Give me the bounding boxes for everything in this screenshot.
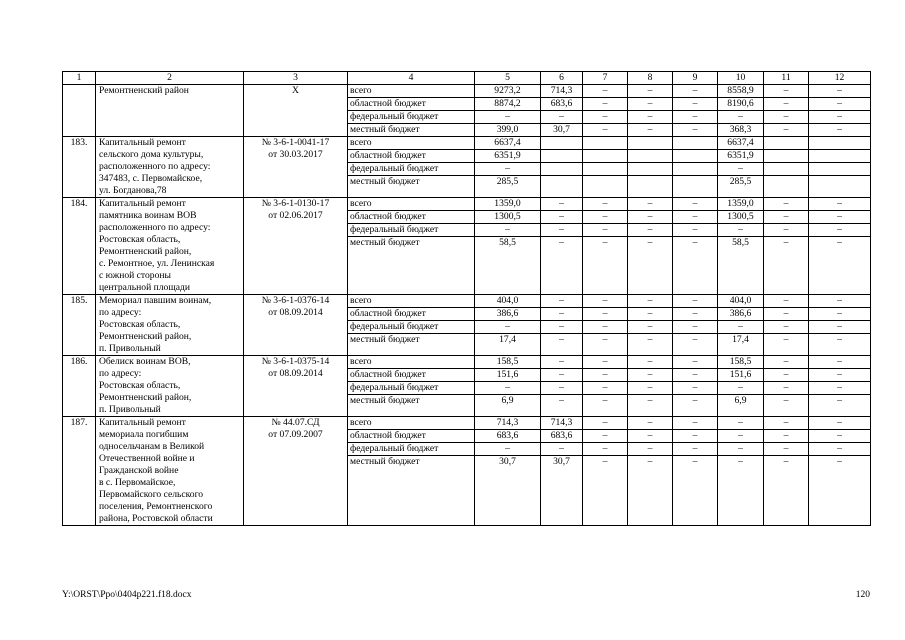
amount-cell: – (583, 124, 628, 137)
amount-cell: – (541, 334, 583, 356)
amount-cell: – (673, 211, 718, 224)
amount-cell: 404,0 (718, 295, 764, 308)
amount-cell: – (541, 295, 583, 308)
amount-cell (764, 150, 809, 163)
amount-cell: 386,6 (475, 308, 541, 321)
amount-cell: – (583, 356, 628, 369)
amount-cell: – (673, 417, 718, 430)
amount-cell: – (583, 111, 628, 124)
amount-cell: – (764, 98, 809, 111)
amount-cell: – (764, 395, 809, 417)
object-name: Ремонтненский район (96, 85, 244, 137)
funding-source: местный бюджет (348, 176, 475, 198)
amount-cell: 6,9 (475, 395, 541, 417)
amount-cell: 1300,5 (718, 211, 764, 224)
amount-cell: – (809, 124, 871, 137)
amount-cell: – (718, 417, 764, 430)
amount-cell: 158,5 (718, 356, 764, 369)
amount-cell: – (628, 224, 673, 237)
amount-cell: 404,0 (475, 295, 541, 308)
amount-cell (764, 176, 809, 198)
amount-cell: – (583, 198, 628, 211)
amount-cell: 58,5 (718, 237, 764, 295)
amount-cell: – (628, 98, 673, 111)
funding-source: федеральный бюджет (348, 443, 475, 456)
amount-cell: 8190,6 (718, 98, 764, 111)
amount-cell (764, 137, 809, 150)
amount-cell: – (583, 334, 628, 356)
amount-cell: – (628, 85, 673, 98)
amount-cell (809, 176, 871, 198)
amount-cell: – (809, 382, 871, 395)
funding-source: областной бюджет (348, 430, 475, 443)
funding-source: федеральный бюджет (348, 224, 475, 237)
funding-source: местный бюджет (348, 237, 475, 295)
column-header: 2 (96, 72, 244, 85)
amount-cell: 683,6 (475, 430, 541, 443)
amount-cell: 30,7 (541, 456, 583, 526)
column-header: 4 (348, 72, 475, 85)
amount-cell (673, 137, 718, 150)
amount-cell: – (764, 417, 809, 430)
amount-cell: – (718, 382, 764, 395)
amount-cell: – (764, 356, 809, 369)
funding-source: всего (348, 85, 475, 98)
funding-source: всего (348, 356, 475, 369)
funding-source: федеральный бюджет (348, 382, 475, 395)
amount-cell: – (541, 224, 583, 237)
amount-cell: 386,6 (718, 308, 764, 321)
amount-cell: – (475, 382, 541, 395)
amount-cell: – (809, 369, 871, 382)
amount-cell: – (673, 369, 718, 382)
amount-cell: – (628, 356, 673, 369)
amount-cell: – (583, 395, 628, 417)
amount-cell: 151,6 (475, 369, 541, 382)
table-row (63, 356, 871, 369)
funding-source: всего (348, 417, 475, 430)
header-row (63, 72, 871, 85)
amount-cell: – (541, 356, 583, 369)
amount-cell (628, 137, 673, 150)
amount-cell: – (583, 382, 628, 395)
object-name: Мемориал павшим воинам, по адресу: Ростовская область, Ремонтненский район, п. Привольный (96, 295, 244, 356)
amount-cell: 30,7 (475, 456, 541, 526)
amount-cell: – (475, 224, 541, 237)
column-header: 7 (583, 72, 628, 85)
amount-cell: – (628, 417, 673, 430)
amount-cell: – (541, 237, 583, 295)
amount-cell: – (673, 456, 718, 526)
amount-cell: – (718, 321, 764, 334)
column-header: 1 (63, 72, 96, 85)
amount-cell: – (673, 237, 718, 295)
funding-source: федеральный бюджет (348, 111, 475, 124)
amount-cell (809, 163, 871, 176)
amount-cell: 6637,4 (475, 137, 541, 150)
amount-cell: 683,6 (541, 430, 583, 443)
amount-cell: – (673, 334, 718, 356)
amount-cell: – (475, 163, 541, 176)
document-ref: № 3-6-1-0376-14 от 08.09.2014 (244, 295, 348, 356)
amount-cell: – (628, 430, 673, 443)
amount-cell: – (809, 211, 871, 224)
amount-cell: – (475, 111, 541, 124)
document-ref: № 3-6-1-0375-14 от 08.09.2014 (244, 356, 348, 417)
column-header: 5 (475, 72, 541, 85)
amount-cell: – (475, 321, 541, 334)
amount-cell: 8874,2 (475, 98, 541, 111)
amount-cell (673, 176, 718, 198)
amount-cell: – (541, 198, 583, 211)
column-header: 12 (809, 72, 871, 85)
document-ref: № 3-6-1-0130-17 от 02.06.2017 (244, 198, 348, 295)
funding-source: всего (348, 198, 475, 211)
amount-cell: 8558,9 (718, 85, 764, 98)
amount-cell: – (809, 198, 871, 211)
funding-source: местный бюджет (348, 334, 475, 356)
amount-cell: – (628, 321, 673, 334)
amount-cell: – (809, 321, 871, 334)
funding-source: федеральный бюджет (348, 163, 475, 176)
funding-source: областной бюджет (348, 211, 475, 224)
funding-source: областной бюджет (348, 369, 475, 382)
amount-cell: – (809, 295, 871, 308)
amount-cell (628, 176, 673, 198)
amount-cell: – (809, 111, 871, 124)
entry-number: 187. (63, 417, 96, 526)
amount-cell: – (541, 211, 583, 224)
funding-source: всего (348, 137, 475, 150)
entry-number: 186. (63, 356, 96, 417)
amount-cell: 714,3 (475, 417, 541, 430)
amount-cell: – (809, 224, 871, 237)
amount-cell: – (809, 237, 871, 295)
amount-cell (628, 163, 673, 176)
amount-cell: – (583, 211, 628, 224)
amount-cell (541, 163, 583, 176)
amount-cell: – (583, 456, 628, 526)
amount-cell: – (628, 334, 673, 356)
amount-cell: – (583, 321, 628, 334)
table-row (63, 417, 871, 430)
amount-cell: – (718, 456, 764, 526)
funding-source: областной бюджет (348, 150, 475, 163)
amount-cell: 6351,9 (718, 150, 764, 163)
amount-cell: – (628, 111, 673, 124)
amount-cell: – (628, 124, 673, 137)
funding-source: местный бюджет (348, 456, 475, 526)
object-name: Капитальный ремонт памятника воинам ВОВ расположенного по адресу: Ростовская область, Ремонтненский район, с. Ремонтное, ул. Ленинская с южной стороны центральной площади (96, 198, 244, 295)
amount-cell: – (541, 321, 583, 334)
amount-cell (541, 137, 583, 150)
column-header: 11 (764, 72, 809, 85)
amount-cell: – (673, 111, 718, 124)
amount-cell: – (764, 237, 809, 295)
column-header: 8 (628, 72, 673, 85)
column-header: 3 (244, 72, 348, 85)
amount-cell: 714,3 (541, 85, 583, 98)
amount-cell: 1359,0 (718, 198, 764, 211)
amount-cell: – (718, 224, 764, 237)
amount-cell: 6,9 (718, 395, 764, 417)
column-header: 10 (718, 72, 764, 85)
amount-cell: – (541, 308, 583, 321)
amount-cell: – (628, 198, 673, 211)
amount-cell: – (541, 382, 583, 395)
amount-cell: – (673, 85, 718, 98)
amount-cell: 1300,5 (475, 211, 541, 224)
amount-cell: – (809, 456, 871, 526)
amount-cell: – (718, 111, 764, 124)
column-header: 9 (673, 72, 718, 85)
amount-cell: – (628, 456, 673, 526)
amount-cell: – (764, 198, 809, 211)
amount-cell: 9273,2 (475, 85, 541, 98)
amount-cell: – (583, 224, 628, 237)
amount-cell: – (673, 395, 718, 417)
amount-cell: 158,5 (475, 356, 541, 369)
amount-cell: 368,3 (718, 124, 764, 137)
amount-cell (764, 163, 809, 176)
amount-cell: – (583, 237, 628, 295)
table-row (63, 137, 871, 150)
amount-cell: – (673, 430, 718, 443)
amount-cell: 17,4 (718, 334, 764, 356)
document-ref: № 3-6-1-0041-17 от 30.03.2017 (244, 137, 348, 198)
amount-cell: – (673, 224, 718, 237)
amount-cell (583, 150, 628, 163)
amount-cell: – (809, 356, 871, 369)
amount-cell: 285,5 (475, 176, 541, 198)
amount-cell: – (809, 334, 871, 356)
amount-cell: – (718, 430, 764, 443)
amount-cell: – (809, 443, 871, 456)
amount-cell: – (541, 369, 583, 382)
table-row (63, 85, 871, 98)
amount-cell (628, 150, 673, 163)
amount-cell: – (764, 308, 809, 321)
amount-cell: – (628, 369, 673, 382)
entry-number: 184. (63, 198, 96, 295)
amount-cell: – (673, 443, 718, 456)
amount-cell (583, 163, 628, 176)
amount-cell: – (764, 124, 809, 137)
amount-cell: – (718, 163, 764, 176)
amount-cell: – (583, 308, 628, 321)
amount-cell: – (764, 111, 809, 124)
amount-cell: 58,5 (475, 237, 541, 295)
amount-cell: – (475, 443, 541, 456)
amount-cell: – (764, 430, 809, 443)
amount-cell: – (764, 295, 809, 308)
document-ref: № 44.07.СД от 07.09.2007 (244, 417, 348, 526)
amount-cell: 1359,0 (475, 198, 541, 211)
amount-cell: – (809, 417, 871, 430)
amount-cell: – (628, 382, 673, 395)
amount-cell: – (541, 395, 583, 417)
amount-cell (673, 150, 718, 163)
table-row (63, 198, 871, 211)
amount-cell: – (673, 356, 718, 369)
budget-table (62, 71, 871, 526)
amount-cell: 683,6 (541, 98, 583, 111)
amount-cell (673, 163, 718, 176)
amount-cell (583, 137, 628, 150)
amount-cell: – (673, 98, 718, 111)
amount-cell: – (583, 443, 628, 456)
entry-number (63, 85, 96, 137)
object-name: Капитальный ремонт сельского дома культуры, расположенного по адресу: 347483, с. Первомайское, ул. Богданова,78 (96, 137, 244, 198)
amount-cell: – (673, 321, 718, 334)
page-number: 120 (855, 590, 870, 600)
amount-cell: – (718, 443, 764, 456)
amount-cell: – (809, 98, 871, 111)
column-header: 6 (541, 72, 583, 85)
amount-cell: – (583, 98, 628, 111)
funding-source: местный бюджет (348, 124, 475, 137)
entry-number: 183. (63, 137, 96, 198)
amount-cell: – (809, 85, 871, 98)
amount-cell: 6351,9 (475, 150, 541, 163)
amount-cell: – (583, 430, 628, 443)
amount-cell: – (583, 295, 628, 308)
amount-cell (583, 176, 628, 198)
amount-cell: – (541, 111, 583, 124)
amount-cell: – (673, 308, 718, 321)
amount-cell (541, 150, 583, 163)
amount-cell: – (764, 369, 809, 382)
amount-cell: – (583, 417, 628, 430)
amount-cell: – (764, 443, 809, 456)
funding-source: федеральный бюджет (348, 321, 475, 334)
amount-cell: 285,5 (718, 176, 764, 198)
amount-cell: 30,7 (541, 124, 583, 137)
document-ref: Х (244, 85, 348, 137)
amount-cell: – (628, 395, 673, 417)
funding-source: всего (348, 295, 475, 308)
amount-cell: – (628, 211, 673, 224)
amount-cell: – (809, 395, 871, 417)
amount-cell: – (583, 85, 628, 98)
amount-cell: – (583, 369, 628, 382)
amount-cell: – (673, 295, 718, 308)
amount-cell: 714,3 (541, 417, 583, 430)
amount-cell: – (541, 443, 583, 456)
amount-cell: – (673, 382, 718, 395)
amount-cell: 151,6 (718, 369, 764, 382)
amount-cell: – (764, 224, 809, 237)
amount-cell: – (764, 456, 809, 526)
amount-cell: 399,0 (475, 124, 541, 137)
amount-cell: – (673, 124, 718, 137)
funding-source: местный бюджет (348, 395, 475, 417)
amount-cell: – (628, 308, 673, 321)
amount-cell: – (764, 382, 809, 395)
amount-cell: – (673, 198, 718, 211)
amount-cell: – (809, 308, 871, 321)
object-name: Обелиск воинам ВОВ, по адресу: Ростовская область, Ремонтненский район, п. Привольный (96, 356, 244, 417)
amount-cell (541, 176, 583, 198)
table-row (63, 295, 871, 308)
amount-cell: – (764, 211, 809, 224)
amount-cell: – (764, 334, 809, 356)
object-name: Капитальный ремонт мемориала погибшим односельчанам в Великой Отечественной войне и Гражданской войне в с. Первомайское, Первомайского сельского поселения, Ремонтненского района, Ростовской области (96, 417, 244, 526)
amount-cell (809, 137, 871, 150)
funding-source: областной бюджет (348, 98, 475, 111)
amount-cell (809, 150, 871, 163)
amount-cell: – (628, 237, 673, 295)
amount-cell: – (764, 85, 809, 98)
amount-cell: – (764, 321, 809, 334)
entry-number: 185. (63, 295, 96, 356)
funding-source: областной бюджет (348, 308, 475, 321)
amount-cell: 17,4 (475, 334, 541, 356)
amount-cell: – (628, 443, 673, 456)
file-path: Y:\ORST\Ppo\0404p221.f18.docx (62, 590, 192, 600)
amount-cell: – (628, 295, 673, 308)
amount-cell: 6637,4 (718, 137, 764, 150)
amount-cell: – (809, 430, 871, 443)
